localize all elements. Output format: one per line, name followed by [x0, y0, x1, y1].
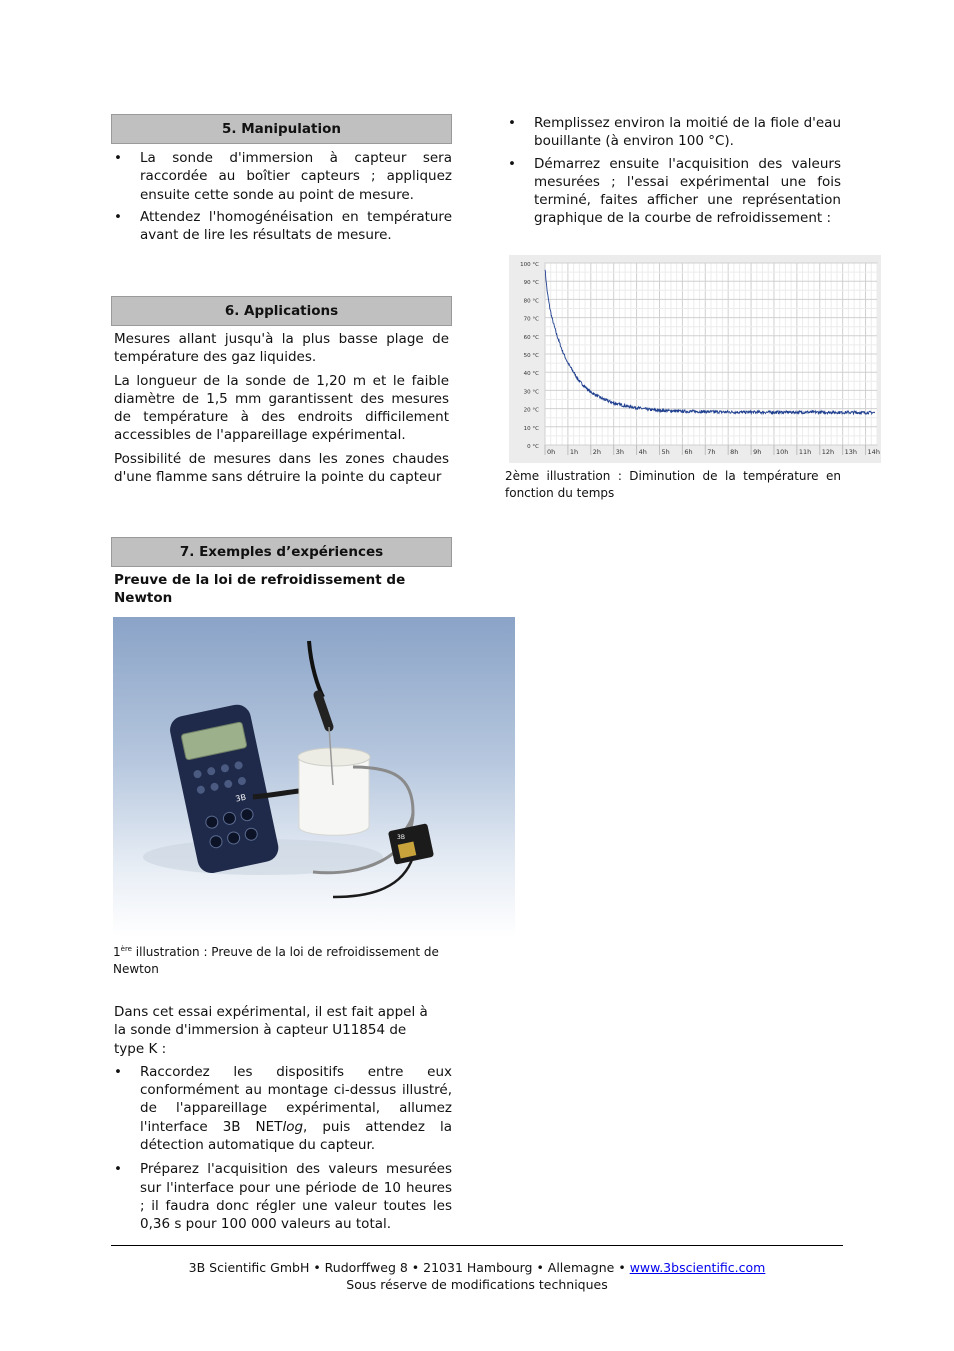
list-item: • Remplissez environ la moitié de la fiole d'eau bouillante (à environ 100 °C).	[508, 115, 841, 150]
section-examples	[111, 537, 452, 608]
intro-paragraph: Dans cet essai expérimental, il est fait appel à la sonde d'immersion à capteur U11854 de type K :	[114, 1004, 428, 1057]
website-link[interactable]: www.3bscientific.com	[629, 1260, 766, 1275]
bullet-icon: •	[508, 155, 516, 172]
y-tick-label: 20 °C	[523, 407, 539, 414]
section-title-examples: 7. Exemples d’expériences	[111, 537, 452, 567]
x-tick-label: 1h	[569, 448, 579, 456]
right-column	[505, 114, 841, 232]
paragraph: Possibilité de mesures dans les zones chaudes d'une flamme sans détruire la pointe du capteur	[114, 450, 449, 486]
cooling-curve-svg	[509, 255, 881, 463]
list-item: • La sonde d'immersion à capteur sera raccordée au boîtier capteurs ; appliquez ensuite cette sonde au point de mesure.	[114, 150, 452, 203]
x-tick-label: 13h	[844, 448, 858, 456]
list-item: • Démarrez ensuite l'acquisition des valeurs mesurées ; l'essai expérimental une fois terminé, faites afficher une représentation graphique de la courbe de refroidissement :	[508, 155, 841, 227]
bullet-icon: •	[114, 150, 122, 166]
experiment-photo-drawing	[113, 617, 515, 937]
x-tick-label: 12h	[821, 448, 835, 456]
experiment-subtitle: Preuve de la loi de refroidissement de Newton	[114, 572, 406, 607]
y-tick-label: 40 °C	[523, 371, 539, 378]
x-tick-label: 4h	[638, 448, 647, 456]
footer	[111, 1260, 843, 1293]
bullet-icon: •	[114, 1161, 122, 1178]
list-item: • Raccordez les dispositifs entre eux conformément au montage ci-dessus illustré, de l'appareillage expérimental, allumez l'interface 3B NETlog, puis attendez la détection automatique du capteur.	[114, 1063, 452, 1154]
applications-text	[111, 330, 452, 486]
x-tick-label: 10h	[775, 448, 789, 456]
x-tick-label: 3h	[615, 448, 624, 456]
procedure-list-continued	[505, 114, 841, 228]
x-tick-label: 6h	[684, 448, 693, 456]
footer-note: Sous réserve de modifications techniques	[346, 1276, 608, 1292]
x-tick-label: 5h	[661, 448, 670, 456]
list-item: • Préparez l'acquisition des valeurs mesurées sur l'interface pour une période de 10 heures ; il faudra donc régler une valeur toutes les 0,36 s pour 100 000 valeurs au total.	[114, 1161, 452, 1233]
y-tick-label: 80 °C	[523, 298, 539, 305]
bullet-icon: •	[114, 208, 122, 225]
x-tick-label: 0h	[547, 448, 556, 456]
procedure-list	[111, 1063, 452, 1234]
x-tick-label: 2h	[592, 448, 602, 456]
section-applications	[111, 296, 452, 491]
section-title-applications: 6. Applications	[111, 296, 452, 326]
manipulation-list	[111, 149, 452, 244]
x-tick-label: 8h	[730, 448, 739, 456]
x-tick-label: 7h	[707, 448, 716, 456]
bullet-icon: •	[114, 1063, 122, 1080]
y-tick-label: 0 °C	[527, 444, 539, 450]
y-tick-label: 10 °C	[523, 425, 539, 432]
section-manipulation	[111, 114, 452, 248]
device-logo: 3B	[234, 792, 247, 804]
experiment-procedure	[111, 1003, 452, 1238]
x-tick-label: 11h	[798, 448, 812, 456]
figure1-caption: 1ère illustration : Preuve de la loi de refroidissement de Newton	[113, 945, 439, 976]
y-tick-label: 30 °C	[523, 389, 539, 396]
footer-address: 3B Scientific GmbH • Rudorffweg 8 • 21031 Hambourg • Allemagne • www.3bscientific.com	[188, 1260, 766, 1275]
x-tick-label: 9h	[753, 448, 762, 456]
y-tick-label: 90 °C	[523, 280, 539, 287]
cooling-curve-chart	[509, 255, 881, 463]
sensor-box-label: 3B	[397, 834, 405, 841]
figure2-caption: 2ème illustration : Diminution de la température en fonction du temps	[505, 469, 841, 500]
paragraph: La longueur de la sonde de 1,20 m et le faible diamètre de 1,5 mm garantissent des mesures de température à des endroits difficilement accessibles de l'appareillage expérimental.	[114, 372, 449, 444]
y-tick-label: 70 °C	[523, 316, 539, 323]
y-tick-label: 50 °C	[523, 353, 539, 359]
y-tick-label: 60 °C	[523, 334, 539, 341]
x-tick-label: 14h	[867, 448, 880, 456]
list-item: • Attendez l'homogénéisation en température avant de lire les résultats de mesure.	[114, 208, 452, 244]
footer-divider	[111, 1245, 843, 1246]
bullet-icon: •	[508, 115, 516, 131]
section-title-manipulation: 5. Manipulation	[111, 114, 452, 144]
experiment-photo	[113, 617, 515, 937]
y-tick-label: 100 °C	[520, 262, 539, 268]
paragraph: Mesures allant jusqu'à la plus basse plage de température des gaz liquides.	[114, 331, 449, 366]
